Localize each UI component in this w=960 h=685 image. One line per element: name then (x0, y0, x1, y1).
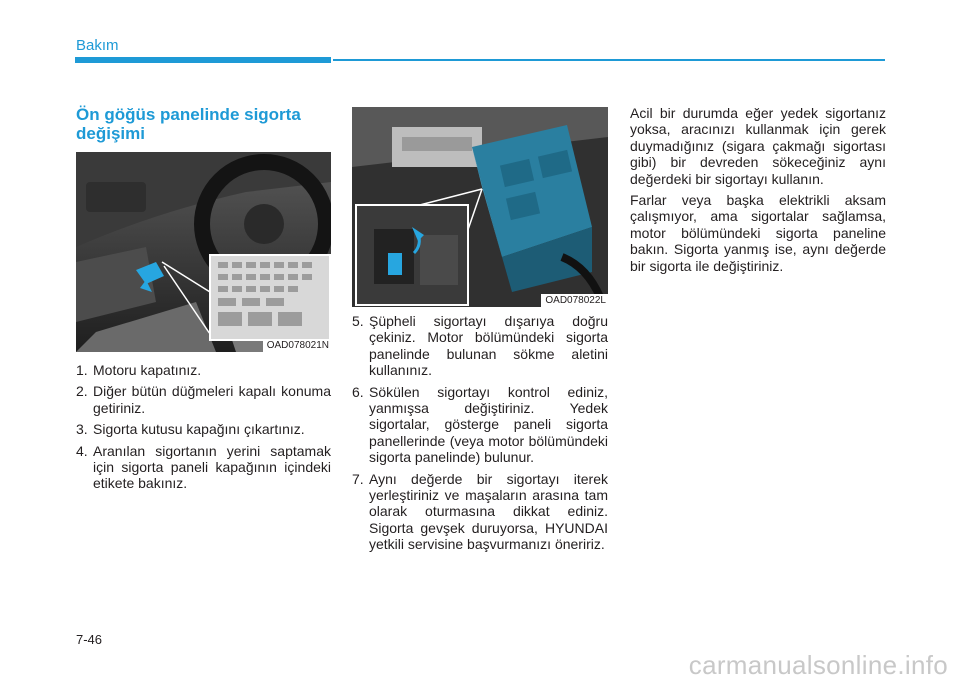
page-number: 7-46 (76, 632, 103, 647)
list-item (76, 362, 331, 378)
notes-column-right (630, 105, 886, 279)
list-item (76, 421, 331, 437)
step-text: Motoru kapatınız. (93, 362, 202, 378)
step-text: Sigorta kutusu kapağını çıkartınız. (93, 421, 305, 438)
step-text: Şüpheli sigortayı dışarıya doğru çekiniz. Motor bölümündeki sigorta panelinde bulunan sökme aletini kullanınız. (369, 313, 608, 379)
step-number: 1. (76, 362, 88, 378)
header-rule-thick (75, 57, 331, 63)
step-text: Aynı değerde bir sigortayı iterek yerleştiriniz ve maşaların arasına tam olarak oturmasına dikkat ediniz. Sigorta gevşek duruyorsa, HYUNDAI yetkili servisine başvurmanızı öneririz. (369, 470, 608, 553)
engine-illustration (352, 107, 608, 307)
engine-fuse-photo (352, 107, 608, 307)
paragraph: Acil bir durumda eğer yedek sigortanız yoksa, aracınızı kullanmak için gerek duymadığınız (sigara çakmağı sigortası gibi) bir devreden sökeceğiniz aynı değerdeki bir sigortayı kullanın. (630, 105, 886, 187)
section-heading: Ön göğüs panelinde sigorta değişimi (76, 105, 301, 143)
list-item (76, 443, 331, 492)
step-text: Aranılan sigortanın yerini saptamak için sigorta paneli kapağının içindeki etikete bakınız. (93, 442, 331, 492)
step-number: 6. (352, 383, 364, 400)
figure-code-left: OAD078021N (263, 339, 331, 352)
step-number: 5. (352, 313, 364, 329)
steps-column-middle (352, 313, 608, 558)
header-rule-thin (333, 59, 885, 61)
step-number: 3. (76, 421, 88, 438)
step-number: 2. (76, 383, 88, 400)
figure-code-middle: OAD078022L (541, 294, 608, 307)
list-item (76, 383, 331, 416)
watermark: carmanualsonline.info (688, 650, 948, 680)
step-text: Diğer bütün düğmeleri kapalı konuma getiriniz. (93, 383, 331, 416)
dashboard-illustration (76, 152, 331, 352)
dashboard-fuse-photo (76, 152, 331, 352)
step-text: Sökülen sigortayı kontrol ediniz, yanmışsa değiştiriniz. Yedek sigortalar, gösterge paneli sigorta panellerinde (veya motor bölümündeki sigorta panelinde) bulunur. (369, 383, 608, 466)
list-item (352, 384, 608, 466)
section-label: Bakım (76, 37, 119, 54)
steps-column-left (76, 362, 331, 497)
step-number: 7. (352, 470, 364, 487)
list-item (352, 313, 608, 379)
step-number: 4. (76, 442, 88, 459)
list-item (352, 471, 608, 553)
paragraph: Farlar veya başka elektrikli aksam çalışmıyor, ama sigortalar sağlamsa, motor bölümündeki sigorta paneline bakın. Sigorta yanmış ise, aynı değerde bir sigorta ile değiştiriniz. (630, 192, 886, 274)
